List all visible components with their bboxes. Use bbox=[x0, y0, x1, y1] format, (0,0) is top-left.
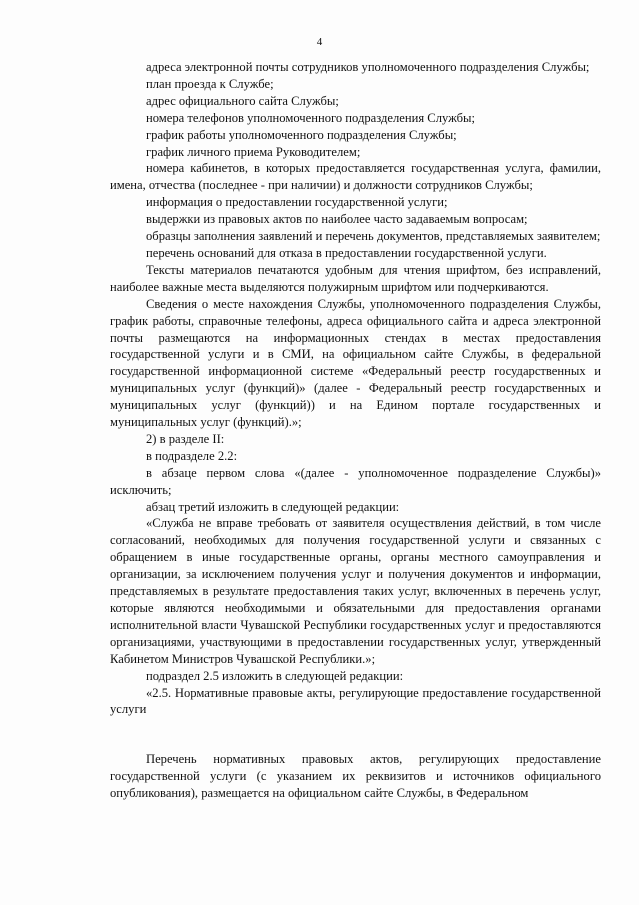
paragraph: в подразделе 2.2: bbox=[146, 448, 238, 463]
paragraph: «2.5. Нормативные правовые акты, регулирующие предоставление государственной услуги bbox=[110, 685, 601, 717]
paragraph: номера кабинетов, в которых предоставляется государственная услуга, фамилии, имена, отчества (последнее - при наличии) и должности сотрудников Службы; bbox=[110, 161, 601, 193]
paragraph: Сведения о месте нахождения Службы, уполномоченного подразделения Службы, график работы, справочные телефоны, адреса официального сайта и адреса электронной почты размещаются на информационных стендах в местах предоставления государственной услуги и в СМИ, на официальном сайте Службы, в федеральной государственной информационной системе «Федеральный реестр государственных и муниципальных услуг (функций)» (далее - Федеральный реестр государственных и муниципальных услуг (функций)) и на Едином портале государственных и муниципальных услуг (функций).»; bbox=[110, 296, 601, 430]
paragraph: график работы уполномоченного подразделения Службы; bbox=[146, 127, 457, 142]
paragraph: абзац третий изложить в следующей редакции: bbox=[146, 499, 400, 514]
paragraph: 2) в разделе II: bbox=[146, 431, 225, 446]
paragraph: образцы заполнения заявлений и перечень документов, представляемых заявителем; bbox=[146, 229, 601, 244]
paragraph: Перечень нормативных правовых актов, регулирующих предоставление государственной услуги (с указанием их реквизитов и источников официального опубликования), размещается на официальном сайте Службы, в Федеральном bbox=[110, 752, 601, 801]
paragraph: план проезда к Службе; bbox=[146, 76, 274, 91]
blank-line bbox=[110, 718, 601, 751]
document-body bbox=[110, 59, 601, 802]
paragraph: адрес официального сайта Службы; bbox=[146, 93, 339, 108]
paragraph: адреса электронной почты сотрудников уполномоченного подразделения Службы; bbox=[146, 60, 590, 74]
paragraph: Тексты материалов печатаются удобным для чтения шрифтом, без исправлений, наиболее важные места выделяются полужирным шрифтом или подчеркиваются. bbox=[110, 262, 601, 294]
paragraph: перечень оснований для отказа в предоставлении государственной услуги. bbox=[146, 245, 547, 260]
paragraph: «Служба не вправе требовать от заявителя осуществления действий, в том числе согласований, необходимых для получения государственной услуги и связанных с обращением в иные государственные органы, органы местного самоуправления и организации, за исключением получения услуг и получения документов и информации, представляемых в результате предоставления таких услуг, включенных в перечень услуг, которые являются необходимыми и обязательными для предоставления органами исполнительной власти Чувашской Республики государственных услуг и предоставляются организациями, участвующими в предоставлении государственных услуг, утвержденный Кабинетом Министров Чувашской Республики.»; bbox=[110, 516, 601, 666]
paragraph: график личного приема Руководителем; bbox=[146, 144, 361, 159]
paragraph: подраздел 2.5 изложить в следующей редакции: bbox=[146, 668, 404, 683]
paragraph: информация о предоставлении государственной услуги; bbox=[146, 195, 448, 210]
paragraph: номера телефонов уполномоченного подразделения Службы; bbox=[146, 110, 476, 125]
paragraph: выдержки из правовых актов по наиболее часто задаваемым вопросам; bbox=[146, 212, 528, 227]
page-number: 4 bbox=[316, 36, 323, 48]
paragraph: в абзаце первом слова «(далее - уполномоченное подразделение Службы)» исключить; bbox=[110, 465, 601, 497]
